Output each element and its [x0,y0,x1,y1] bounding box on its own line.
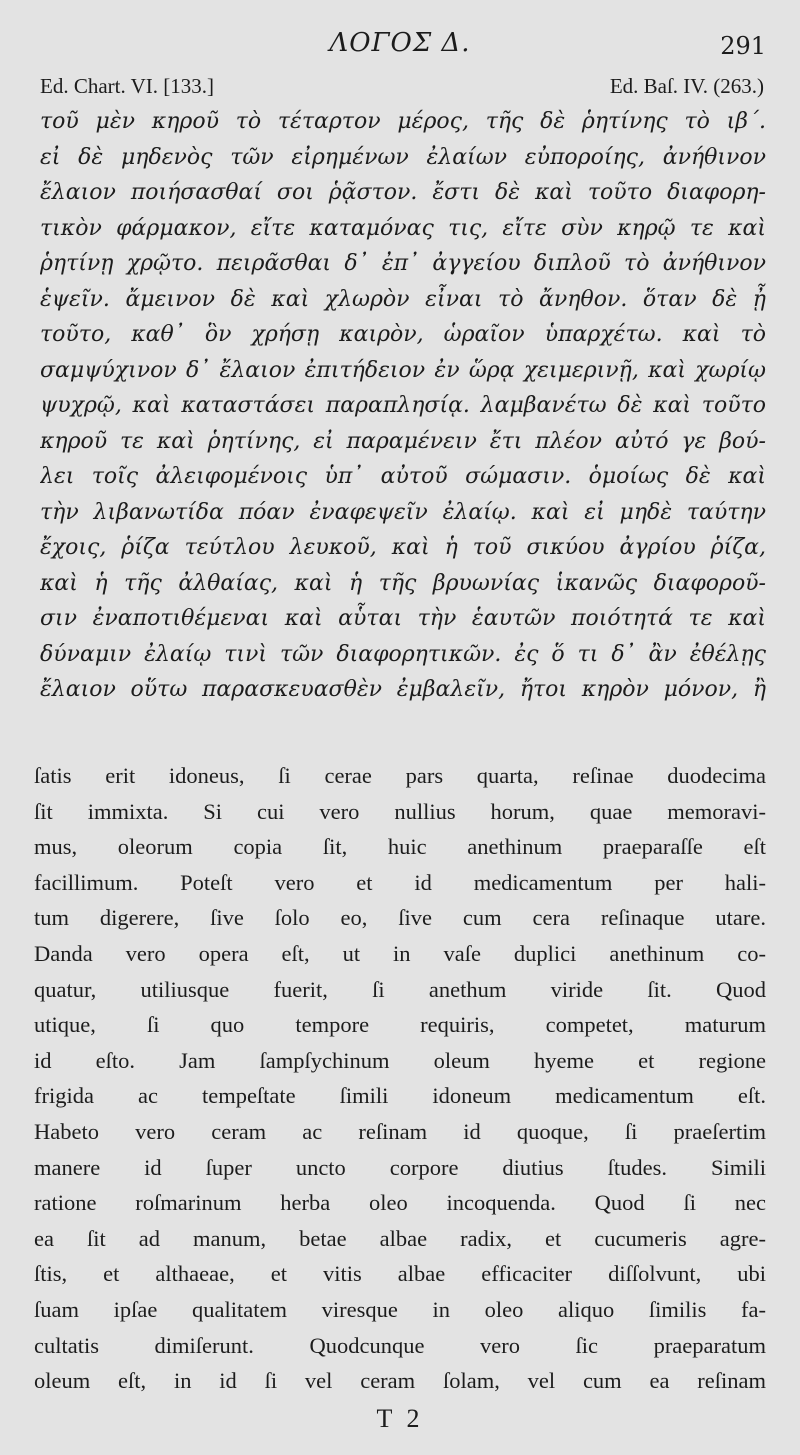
latin-text-line: ſatis erit idoneus, ſi cerae pars quarta, reſinae duodecima [34,763,766,788]
running-title: ΛΟΓΟΣ Δ. [329,28,471,58]
page-number: 291 [720,32,766,60]
greek-text-line: ἔχοις, ῥίζα τεύτλου λευκοῦ, καὶ ἡ τοῦ σικύου ἀγρίου ῥίζα, [40,535,766,560]
latin-text-line: Habeto vero ceram ac reſinam id quoque, ſi praeſertim [34,1118,766,1144]
latin-text-line: ratione roſmarinum herba oleo incoquenda. Quod ſi nec [34,1190,766,1216]
edition-reference-right: Ed. Baſ. IV. (263.) [609,74,764,98]
greek-text-line: σαμψύχινον δ᾽ ἔλαιον ἐπιτήδειον ἐν ὥρᾳ χειμερινῇ, καὶ χωρίῳ [40,357,766,383]
latin-text-line: Danda vero opera eſt, ut in vaſe duplici anethinum co- [34,940,766,966]
latin-text-line: facillimum. Poteſt vero et id medicamentum per hali- [34,869,766,895]
printer-signature-mark: T 2 [376,1404,424,1433]
greek-text-line: ψυχρῷ, καὶ καταστάσει παραπλησίᾳ. λαμβανέτω δὲ καὶ τοῦτο [40,393,766,418]
latin-text-line: ea ſit ad manum, betae albae radix, et cucumeris agre- [34,1225,766,1251]
latin-text-line: manere id ſuper uncto corpore diutius ſtudes. Simili [34,1154,766,1180]
greek-text-block [40,104,766,708]
latin-text-line: tum digerere, ſive ſolo eo, ſive cum cera reſinaque utare. [34,905,766,931]
latin-text-line: oleum eſt, in id ſi vel ceram ſolam, vel cum ea reſinam [34,1368,766,1394]
edition-reference-line [40,74,764,102]
greek-text-line: ἔλαιον οὕτω παρασκευασθὲν ἐμβαλεῖν, ἤτοι κηρὸν μόνον, ἢ [40,677,766,702]
greek-text-line: ἔλαιον ποιήσασθαί σοι ῥᾷστον. ἔστι δὲ καὶ τοῦτο διαφορη- [40,180,766,205]
latin-text-line: ſuam ipſae qualitatem viresque in oleo aliquo ſimilis fa- [34,1296,766,1322]
greek-text-line: λει τοῖς ἀλειφομένοις ὑπ᾽ αὐτοῦ σώμασιν. ὁμοίως δὲ καὶ [40,464,766,489]
greek-text-line: τοῦ μὲν κηροῦ τὸ τέταρτον μέρος, τῆς δὲ ῥητίνης τὸ ιβ΄. [40,109,766,134]
greek-text-line: τοῦτο, καθ᾽ ὃν χρήσῃ καιρὸν, ὡραῖον ὑπαρχέτω. καὶ τὸ [40,322,766,347]
latin-text-line: mus, oleorum copia ſit, huic anethinum praeparaſſe eſt [34,834,766,860]
latin-text-line: ſit immixta. Si cui vero nullius horum, quae memoravi- [34,798,766,824]
latin-text-line: frigida ac tempeſtate ſimili idoneum medicamentum eſt. [34,1083,766,1109]
greek-text-line: τὴν λιβανωτίδα πόαν ἐναφεψεῖν ἐλαίῳ. καὶ εἰ μηδὲ ταύτην [40,499,766,525]
greek-text-line: δύναμιν ἐλαίῳ τινὶ τῶν διαφορητικῶν. ἐς ὅ τι δ᾽ ἂν ἐθέλῃς [40,641,766,667]
greek-text-line: τικὸν φάρμακον, εἴτε καταμόνας τις, εἴτε σὺν κηρῷ τε καὶ [40,215,766,241]
edition-reference-left: Ed. Chart. VI. [133.] [40,74,214,98]
latin-text-line: quatur, utiliusque fuerit, ſi anethum viride ſit. Quod [34,976,766,1002]
greek-text-line: σιν ἐναποτιθέμεναι καὶ αὗται τὴν ἑαυτῶν ποιότητά τε καὶ [40,606,766,631]
latin-text-line: id eſto. Jam ſampſychinum oleum hyeme et regione [34,1047,766,1073]
greek-text-line: ἑψεῖν. ἄμεινον δὲ καὶ χλωρὸν εἶναι τὸ ἄνηθον. ὅταν δὲ ᾖ [40,286,766,312]
latin-text-line: ſtis, et althaeae, et vitis albae efficaciter diſſolvunt, ubi [34,1261,766,1287]
greek-text-line: ῥητίνῃ χρῷτο. πειρᾶσθαι δ᾽ ἐπ᾽ ἀγγείου διπλοῦ τὸ ἀνήθινον [40,251,766,276]
latin-text-line: cultatis dimiſerunt. Quodcunque vero ſic praeparatum [34,1332,766,1358]
running-header [0,28,800,62]
latin-text-block [34,758,766,1399]
latin-text-line: utique, ſi quo tempore requiris, competet, maturum [34,1012,766,1038]
greek-text-line: καὶ ἡ τῆς ἀλθαίας, καὶ ἡ τῆς βρυωνίας ἱκανῶς διαφοροῦ- [40,570,766,596]
greek-text-line: εἰ δὲ μηδενὸς τῶν εἰρημένων ἐλαίων εὐποροίης, ἀνήθινον [40,144,766,170]
greek-text-line: κηροῦ τε καὶ ῥητίνης, εἰ παραμένειν ἔτι πλέον αὐτό γε βού- [40,428,766,454]
